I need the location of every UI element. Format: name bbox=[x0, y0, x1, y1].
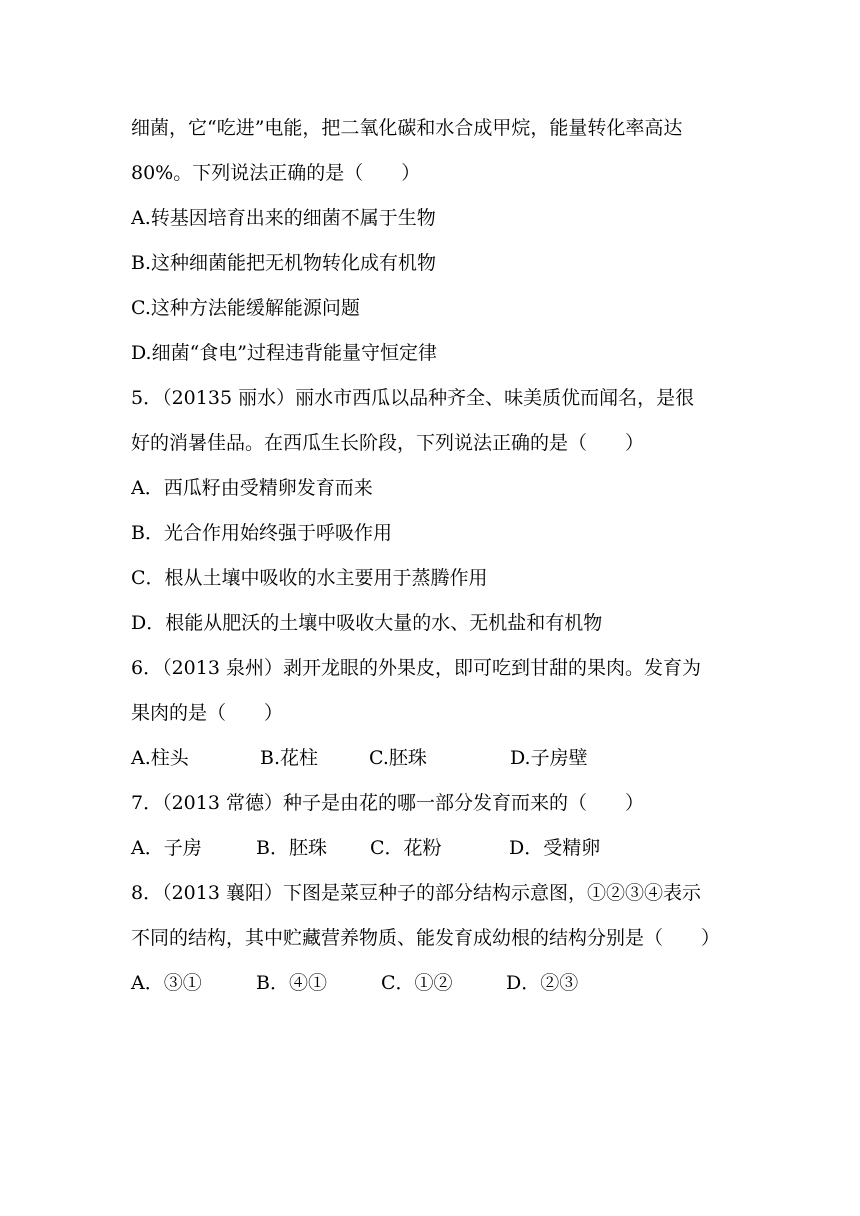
question6-option-d: D.子房壁 bbox=[510, 747, 588, 769]
question8-option-c: C．①② bbox=[381, 972, 453, 994]
question8-stem-line2: 不同的结构，其中贮藏营养物质、能发育成幼根的结构分别是（ ） bbox=[131, 927, 721, 949]
question8-option-b: B．④① bbox=[256, 972, 327, 994]
question5-option-a: A．西瓜籽由受精卵发育而来 bbox=[131, 477, 373, 499]
question4-option-a: A.转基因培育出来的细菌不属于生物 bbox=[131, 207, 436, 229]
question4-option-d: D.细菌“食电”过程违背能量守恒定律 bbox=[131, 342, 438, 364]
question5-option-d: D．根能从肥沃的土壤中吸收大量的水、无机盐和有机物 bbox=[131, 612, 603, 634]
question4-stem-line2: 80%。下列说法正确的是（ ） bbox=[131, 162, 421, 184]
question8-option-a: A．③① bbox=[131, 972, 202, 994]
question7-stem-line1: 7．（2013 常德）种子是由花的哪一部分发育而来的（ ） bbox=[131, 792, 644, 814]
question7-option-b: B．胚珠 bbox=[256, 837, 327, 859]
question5-option-c: C．根从土壤中吸收的水主要用于蒸腾作用 bbox=[131, 567, 488, 589]
question6-option-b: B.花柱 bbox=[260, 747, 319, 769]
question4-option-b: B.这种细菌能把无机物转化成有机物 bbox=[131, 252, 437, 274]
question5-stem-line2: 好的消暑佳品。在西瓜生长阶段，下列说法正确的是（ ） bbox=[131, 432, 645, 454]
question7-option-d: D．受精卵 bbox=[509, 837, 601, 859]
question6-stem-line1: 6．（2013 泉州）剥开龙眼的外果皮，即可吃到甘甜的果肉。发育为 bbox=[131, 657, 701, 679]
question6-option-c: C.胚珠 bbox=[369, 747, 427, 769]
question7-option-a: A．子房 bbox=[131, 837, 202, 859]
question8-stem-line1: 8．（2013 襄阳）下图是菜豆种子的部分结构示意图，①②③④表示 bbox=[131, 882, 701, 904]
question6-stem-line2: 果肉的是（ ） bbox=[131, 702, 284, 724]
question8-option-d: D．②③ bbox=[506, 972, 579, 994]
question7-option-c: C．花粉 bbox=[370, 837, 442, 859]
question4-option-c: C.这种方法能缓解能源问题 bbox=[131, 297, 360, 319]
question4-stem-line1: 细菌，它“吃进”电能，把二氧化碳和水合成甲烷，能量转化率高达 bbox=[131, 117, 683, 139]
question5-stem-line1: 5．（20135 丽水）丽水市西瓜以品种齐全、味美质优而闻名，是很 bbox=[131, 387, 695, 409]
question6-option-a: A.柱头 bbox=[131, 747, 189, 769]
question5-option-b: B．光合作用始终强于呼吸作用 bbox=[131, 522, 392, 544]
